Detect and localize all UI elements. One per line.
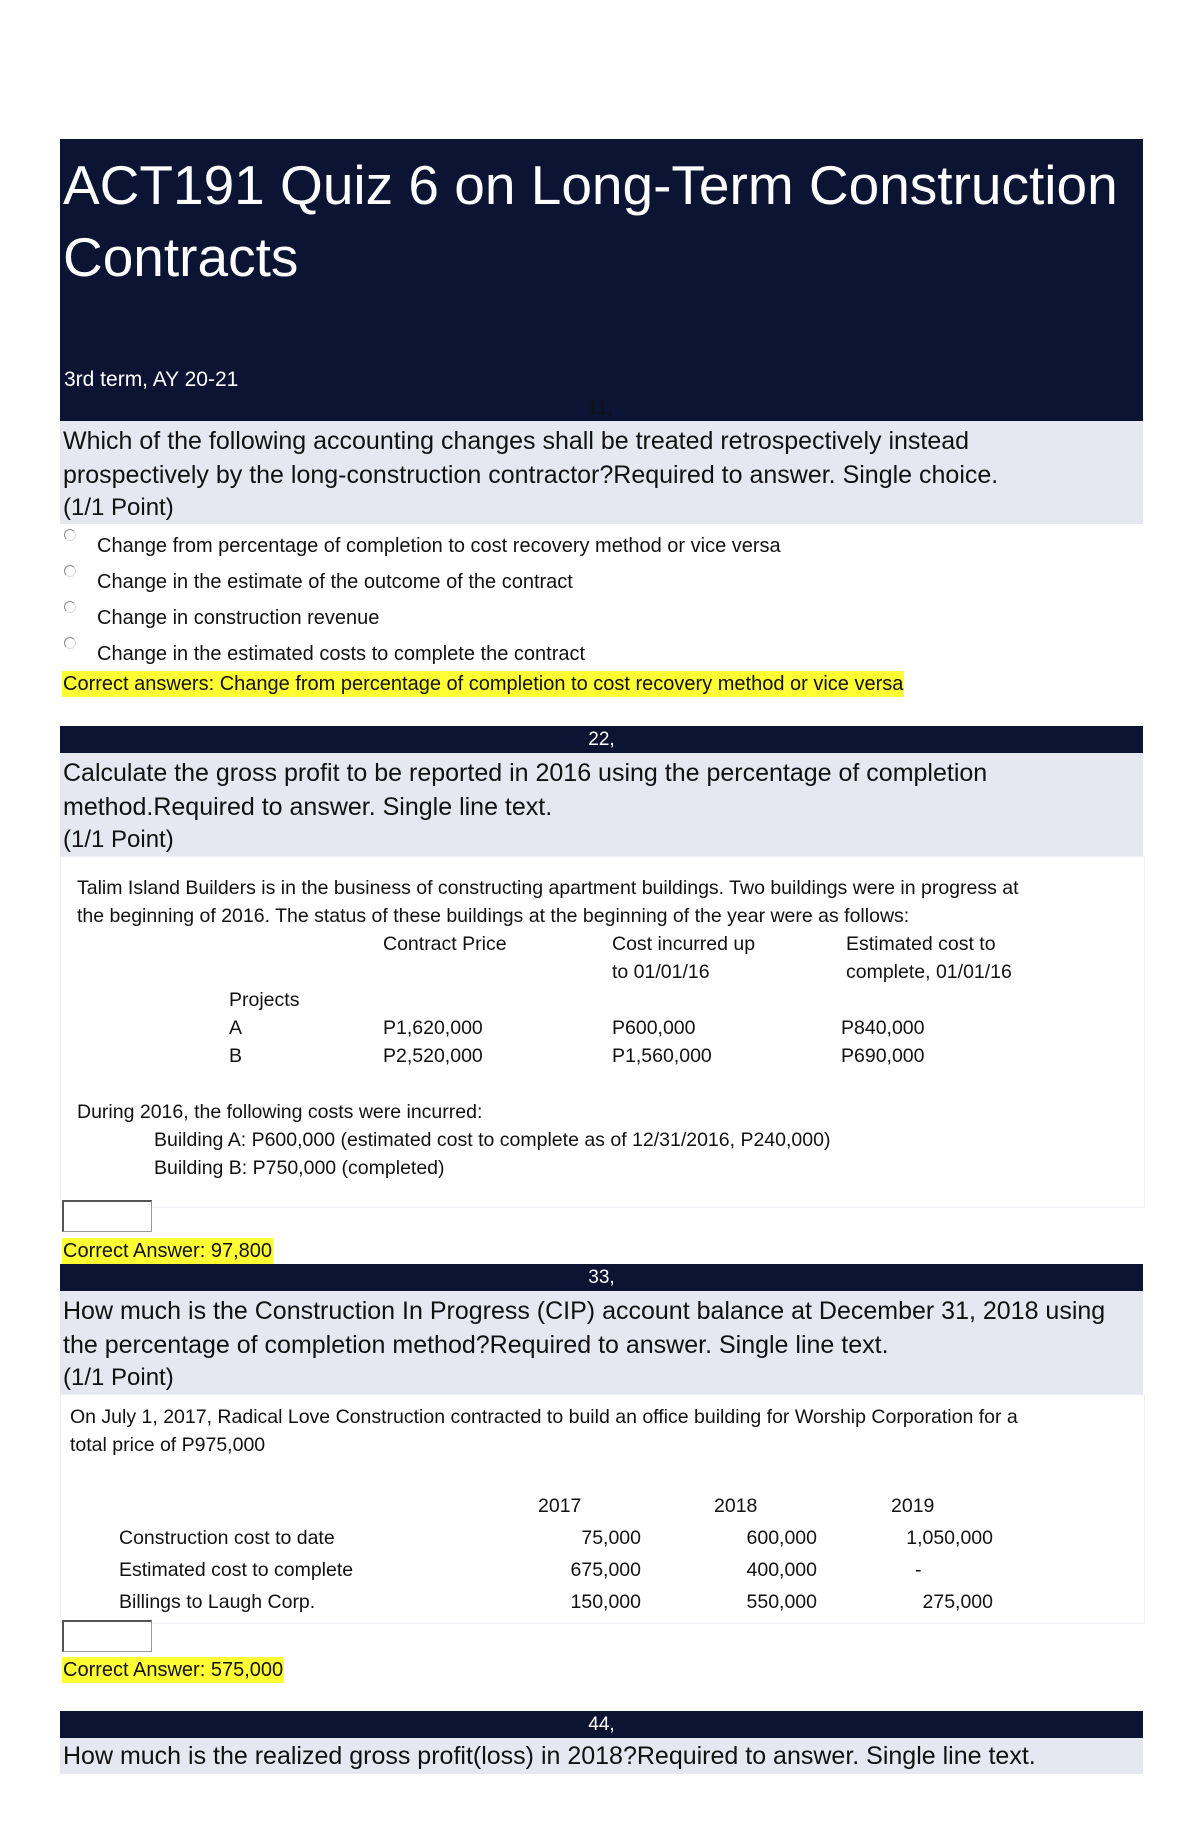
question-2-correct-answer: Correct Answer: 97,800 (63, 1240, 272, 1262)
radio-icon[interactable] (64, 637, 76, 649)
column-header-estimated-1: Estimated cost to (846, 933, 996, 955)
question-1-option-3[interactable] (60, 607, 1060, 633)
question-1-box (60, 421, 1143, 524)
row-estimated-cost-2019: - (915, 1559, 922, 1581)
problem-intro-line-2: total price of P975,000 (70, 1434, 266, 1456)
option-label: Change in construction revenue (97, 607, 380, 629)
question-3-problem-panel (60, 1394, 1145, 1624)
row-estimated-cost-label: Estimated cost to complete (119, 1559, 354, 1581)
project-b-cost-incurred: P1,560,000 (612, 1045, 712, 1067)
question-4-text: How much is the realized gross profit(loss) in 2018?Required to answer. Single line text. (63, 1742, 1036, 1770)
year-2017-header: 2017 (538, 1495, 582, 1517)
question-1-number: 11, (587, 398, 613, 419)
question-2-box (60, 753, 1143, 856)
question-2-points: (1/1 Point) (63, 826, 174, 853)
question-4-number-bar (60, 1711, 1143, 1738)
question-4-number: 44, (588, 1714, 615, 1735)
option-label: Change in the estimated costs to complete the contract (97, 643, 586, 665)
question-1-text: Which of the following accounting changes shall be treated retrospectively instead prospectively by the long-construction contractor?Required to answer. Single choice. (63, 427, 999, 489)
row-estimated-cost-2018: 400,000 (746, 1559, 817, 1581)
column-header-cost-incurred-1: Cost incurred up (612, 933, 756, 955)
page-title: ACT191 Quiz 6 on Long-Term Construction Contracts (63, 154, 1118, 288)
question-3-answer-input[interactable] (62, 1620, 152, 1652)
project-b-name: B (229, 1045, 243, 1067)
question-3-text: How much is the Construction In Progress (CIP) account balance at December 31, 2018 using the percentage of completion method?Required to answer. Single line text. (63, 1297, 1106, 1359)
row-billings-2018: 550,000 (746, 1591, 817, 1613)
question-4-box (60, 1738, 1143, 1774)
question-3-points: (1/1 Point) (63, 1364, 174, 1391)
column-header-contract-price: Contract Price (383, 933, 507, 955)
quiz-header (60, 139, 1143, 421)
project-a-contract-price: P1,620,000 (383, 1017, 483, 1039)
problem-intro-line-2: the beginning of 2016. The status of these buildings at the beginning of the year were as follows: (77, 905, 910, 927)
building-b-line: Building B: P750,000 (completed) (154, 1157, 445, 1179)
project-b-estimated: P690,000 (841, 1045, 925, 1067)
row-construction-cost-2019: 1,050,000 (906, 1527, 993, 1549)
problem-intro-line-1: On July 1, 2017, Radical Love Construction contracted to build an office building for Worship Corporation for a (70, 1406, 1018, 1428)
question-3-number-bar (60, 1264, 1143, 1291)
question-3-box (60, 1291, 1143, 1394)
row-construction-cost-2017: 75,000 (581, 1527, 641, 1549)
project-b-contract-price: P2,520,000 (383, 1045, 483, 1067)
project-a-name: A (229, 1017, 243, 1039)
question-2-problem-panel (60, 856, 1145, 1208)
row-estimated-cost-2017: 675,000 (570, 1559, 641, 1581)
question-3-correct-answer: Correct Answer: 575,000 (63, 1659, 284, 1681)
building-a-line: Building A: P600,000 (estimated cost to complete as of 12/31/2016, P240,000) (154, 1129, 831, 1151)
question-1-option-1[interactable] (60, 535, 1060, 561)
question-2-text: Calculate the gross profit to be reported in 2016 using the percentage of completion method.Required to answer. Single line text. (63, 759, 988, 821)
page-subtitle: 3rd term, AY 20-21 (64, 368, 239, 391)
question-2-number: 22, (588, 729, 615, 750)
row-billings-2017: 150,000 (570, 1591, 641, 1613)
column-header-estimated-2: complete, 01/01/16 (846, 961, 1012, 983)
option-label: Change from percentage of completion to cost recovery method or vice versa (97, 535, 781, 557)
year-2018-header: 2018 (714, 1495, 758, 1517)
question-2-number-bar (60, 726, 1143, 753)
problem-intro-line-1: Talim Island Builders is in the business of constructing apartment buildings. Two buildings were in progress at (77, 877, 1019, 899)
question-1-correct-answer: Correct answers: Change from percentage of completion to cost recovery method or vice versa (63, 673, 904, 695)
radio-icon[interactable] (64, 529, 76, 541)
question-1-option-4[interactable] (60, 643, 1060, 669)
question-1-points: (1/1 Point) (63, 494, 174, 521)
column-header-cost-incurred-2: to 01/01/16 (612, 961, 710, 983)
row-construction-cost-label: Construction cost to date (119, 1527, 335, 1549)
question-2-answer-input[interactable] (62, 1200, 152, 1232)
year-2019-header: 2019 (891, 1495, 935, 1517)
project-a-estimated: P840,000 (841, 1017, 925, 1039)
radio-icon[interactable] (64, 565, 76, 577)
project-a-cost-incurred: P600,000 (612, 1017, 696, 1039)
projects-label: Projects (229, 989, 300, 1011)
row-billings-label: Billings to Laugh Corp. (119, 1591, 316, 1613)
option-label: Change in the estimate of the outcome of the contract (97, 571, 573, 593)
row-construction-cost-2018: 600,000 (746, 1527, 817, 1549)
radio-icon[interactable] (64, 601, 76, 613)
question-3-number: 33, (588, 1267, 615, 1288)
question-1-option-2[interactable] (60, 571, 1060, 597)
row-billings-2019: 275,000 (922, 1591, 993, 1613)
costs-incurred-line: During 2016, the following costs were incurred: (77, 1101, 483, 1123)
